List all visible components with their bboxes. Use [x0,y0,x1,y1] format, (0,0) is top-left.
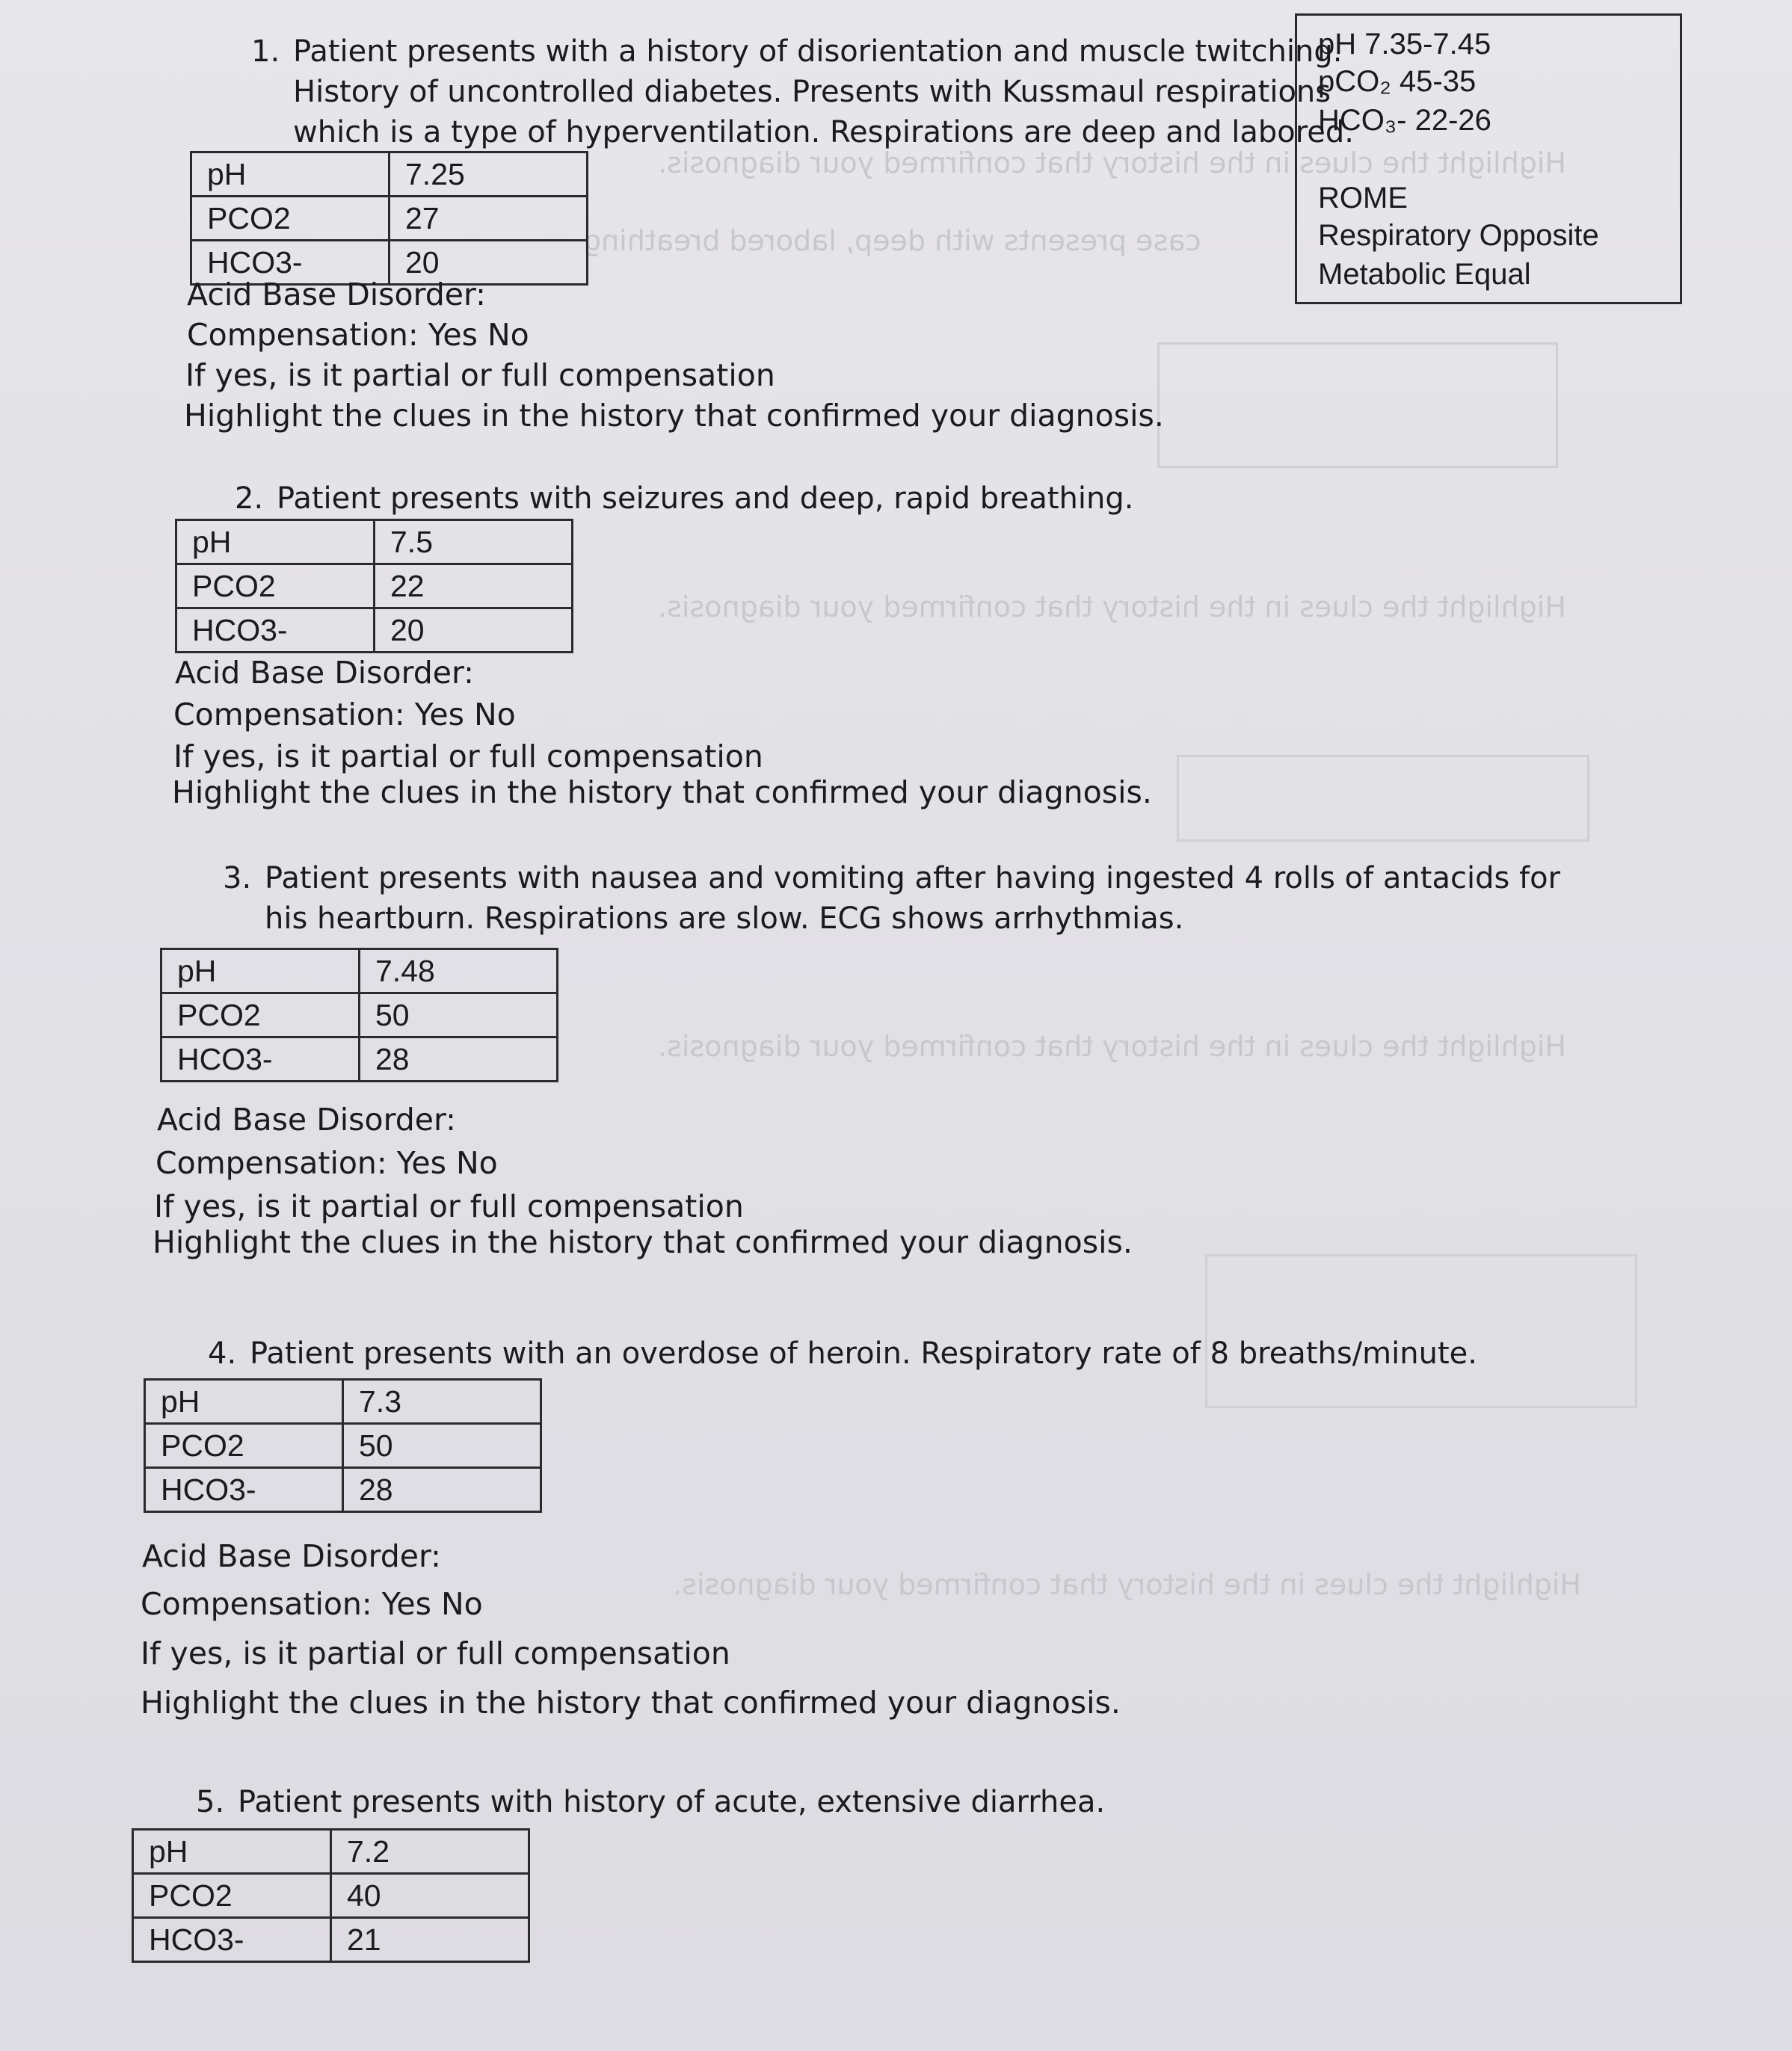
pco2-label: PCO2 [133,1874,331,1918]
question-2-values-table [175,519,573,653]
ref-mnemonic-title: ROME [1318,182,1408,215]
question-2-line-1: Patient presents with seizures and deep, rapid breathing. [277,481,1134,516]
table-row [176,564,573,608]
question-4-partial-full-prompt: If yes, is it partial or full compensation [141,1635,730,1671]
table-row [145,1380,541,1424]
question-2-partial-full-prompt: If yes, is it partial or full compensation [173,738,763,774]
table-row [176,608,573,653]
pco2-value: 40 [331,1874,529,1918]
ph-label: pH [191,152,390,197]
hco3-label: HCO3- [145,1468,343,1512]
question-2-highlight-prompt: Highlight the clues in the history that confirmed your diagnosis. [172,774,1152,810]
pco2-label: PCO2 [161,993,360,1037]
pco2-value: 27 [390,197,588,241]
question-5-line-1: Patient presents with history of acute, extensive diarrhea. [238,1785,1106,1819]
hco3-value: 28 [343,1468,541,1512]
pco2-label: PCO2 [176,564,375,608]
ph-value: 7.5 [375,520,573,564]
question-5-text [196,1782,1105,1822]
question-3-partial-full-prompt: If yes, is it partial or full compensation [154,1188,744,1224]
question-1-line-2: History of uncontrolled diabetes. Presents with Kussmaul respirations [293,75,1331,109]
question-3-line-2: his heartburn. Respirations are slow. ECG shows arrhythmias. [265,901,1184,936]
question-1-highlight-prompt: Highlight the clues in the history that confirmed your diagnosis. [184,398,1164,434]
pco2-label: PCO2 [191,197,390,241]
question-1-partial-full-prompt: If yes, is it partial or full compensation [185,357,775,393]
table-row [161,1037,558,1082]
pco2-label: PCO2 [145,1424,343,1468]
question-3-text [223,858,1560,939]
ph-label: pH [176,520,375,564]
ph-label: pH [161,949,360,993]
question-3-line-1: Patient presents with nausea and vomiting after having ingested 4 rolls of antacids for [265,861,1561,895]
table-row [191,197,588,241]
question-1-compensation-prompt: Compensation: Yes No [187,317,529,353]
ph-value: 7.2 [331,1830,529,1874]
ref-hco3-range: HCO₃- 22-26 [1318,104,1491,137]
ref-ph-range: pH 7.35-7.45 [1318,28,1491,61]
question-3-compensation-prompt: Compensation: Yes No [156,1145,498,1181]
table-row [161,993,558,1037]
hco3-label: HCO3- [133,1918,331,1962]
ph-value: 7.48 [360,949,558,993]
question-1-disorder-prompt: Acid Base Disorder: [187,277,486,312]
hco3-label: HCO3- [176,608,375,653]
question-4-text [208,1333,1477,1374]
show-through-text-1: Highlight the clues in the history that confirmed your diagnosis. [658,146,1566,179]
show-through-text-5: Highlight the clues in the history that confirmed your diagnosis. [673,1568,1581,1601]
question-2-compensation-prompt: Compensation: Yes No [173,697,516,732]
question-3-disorder-prompt: Acid Base Disorder: [157,1102,456,1138]
table-row [161,949,558,993]
question-4-number: 4. [208,1336,237,1371]
question-1-number: 1. [251,34,280,69]
show-through-text-2: case presents with deep, labored breathing [583,224,1201,257]
table-row [191,152,588,197]
hco3-value: 21 [331,1918,529,1962]
ph-label: pH [145,1380,343,1424]
ph-label: pH [133,1830,331,1874]
question-5-values-table [132,1828,530,1963]
table-row [145,1424,541,1468]
table-row [176,520,573,564]
question-2-text [235,478,1133,519]
ref-mnemonic-line1: Respiratory Opposite [1318,219,1599,252]
question-4-compensation-prompt: Compensation: Yes No [141,1586,483,1622]
pco2-value: 22 [375,564,573,608]
ref-pco2-range: pCO₂ 45-35 [1318,65,1477,98]
pco2-value: 50 [343,1424,541,1468]
pco2-value: 50 [360,993,558,1037]
question-4-highlight-prompt: Highlight the clues in the history that confirmed your diagnosis. [141,1685,1121,1721]
question-5-number: 5. [196,1785,225,1819]
show-through-table-3 [1205,1254,1637,1408]
question-4-disorder-prompt: Acid Base Disorder: [142,1538,441,1574]
question-1-values-table [190,151,588,286]
hco3-label: HCO3- [191,241,390,285]
show-through-table-1 [1157,342,1558,468]
ph-value: 7.25 [390,152,588,197]
question-3-number: 3. [223,861,252,895]
hco3-value: 28 [360,1037,558,1082]
show-through-table-2 [1177,755,1589,842]
question-1-text [251,31,1354,152]
show-through-text-3: Highlight the clues in the history that confirmed your diagnosis. [658,590,1566,623]
question-1-line-1: Patient presents with a history of disorientation and muscle twitching. [293,34,1343,69]
show-through-text-4: Highlight the clues in the history that confirmed your diagnosis. [658,1030,1566,1063]
table-row [133,1918,529,1962]
question-3-values-table [160,948,558,1082]
question-4-line-1: Patient presents with an overdose of heroin. Respiratory rate of 8 breaths/minute. [250,1336,1477,1371]
ph-value: 7.3 [343,1380,541,1424]
question-2-disorder-prompt: Acid Base Disorder: [175,655,474,691]
hco3-value: 20 [390,241,588,285]
question-1-line-3: which is a type of hyperventilation. Respirations are deep and labored. [293,115,1354,149]
question-3-highlight-prompt: Highlight the clues in the history that confirmed your diagnosis. [153,1224,1133,1260]
ref-mnemonic-line2: Metabolic Equal [1318,258,1531,291]
question-4-values-table [144,1378,542,1513]
table-row [133,1874,529,1918]
table-row [133,1830,529,1874]
question-2-number: 2. [235,481,264,516]
hco3-label: HCO3- [161,1037,360,1082]
hco3-value: 20 [375,608,573,653]
table-row [145,1468,541,1512]
